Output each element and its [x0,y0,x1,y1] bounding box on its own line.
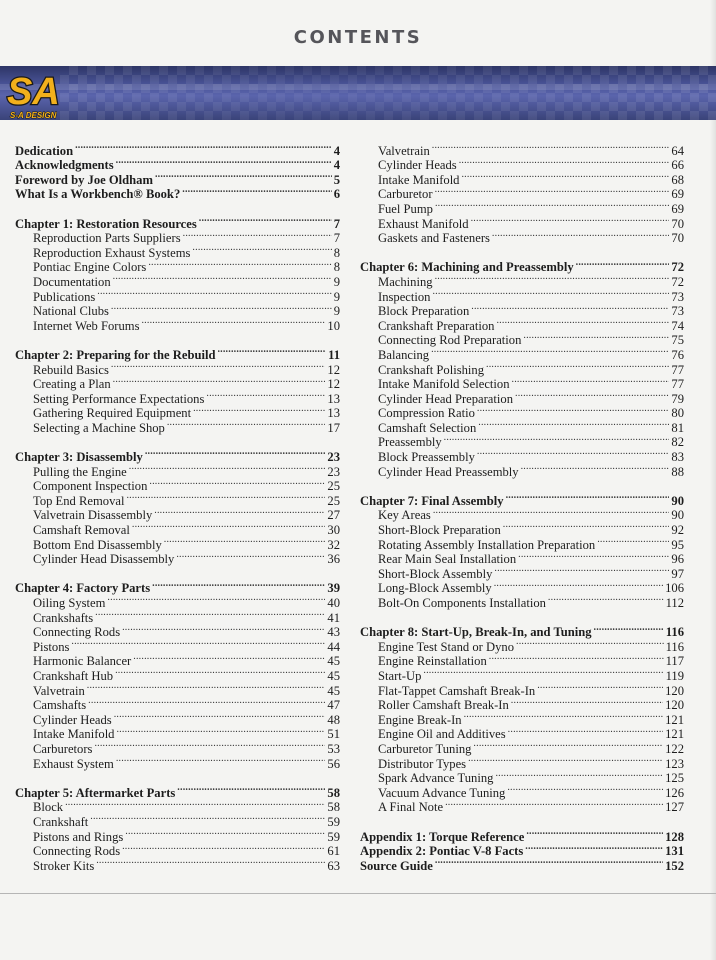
toc-entry-title: Top End Removal [33,493,125,508]
toc-page-number: 45 [327,683,340,698]
dot-leader [95,607,325,622]
checkered-flag-pattern [60,66,716,120]
toc-entry-title: Appendix 1: Torque Reference [360,829,525,844]
dot-leader [435,271,670,286]
dot-leader [492,228,669,243]
dot-leader [96,855,325,870]
toc-page-number: 8 [333,260,340,275]
toc-page-number: 128 [665,829,684,844]
toc-page-number: 12 [327,377,340,392]
dot-leader [206,388,325,403]
toc-entry-title: Valvetrain Disassembly [33,508,153,523]
toc-page-number: 12 [327,362,340,377]
toc-page-number: 82 [671,435,684,450]
dot-leader [461,169,669,184]
toc-entry-title: Carburetors [33,741,93,756]
dot-leader [152,578,325,593]
toc-page-number: 72 [671,274,684,289]
toc-entry-title: Carburetor Tuning [378,741,472,756]
toc-entry-title: Long-Block Assembly [378,581,492,596]
toc-entry-title: Crankshaft Hub [33,668,114,683]
toc-entry-title: What Is a Workbench® Book? [15,187,181,202]
toc-page-number: 40 [327,596,340,610]
toc-page-number: 116 [665,625,684,640]
dot-leader [111,301,332,316]
dot-leader [494,563,669,578]
toc-entry-title: Oiling System [33,596,106,610]
header-banner [0,66,716,120]
dot-leader [132,519,326,534]
toc-page-number: 7 [333,231,340,246]
toc-page-number: 125 [665,771,684,786]
toc-entry-title: Chapter 1: Restoration Resources [15,216,197,231]
dot-leader [526,826,663,841]
toc-entry-title: Cylinder Head Preassembly [378,464,519,479]
toc-page-number: 121 [665,727,684,742]
toc-entry-title: Preassembly [378,435,442,450]
toc-page-number: 88 [671,464,684,479]
toc-entry-title: Intake Manifold [33,727,115,742]
toc-page-number: 83 [671,450,684,465]
toc-page-number: 5 [333,172,340,187]
toc-entry-title: Rotating Assembly Installation Preparation [378,537,596,552]
toc-entry-title: Engine Test Stand or Dyno [378,639,515,654]
dot-leader [97,286,331,301]
toc-entry-title: Selecting a Machine Shop [33,420,165,435]
dot-leader [521,461,670,476]
toc-page-number: 77 [671,377,684,392]
toc-entry-title: Internet Web Forums [33,318,140,333]
toc-entry-title: Creating a Plan [33,377,111,392]
toc-page-number: 90 [671,508,684,523]
toc-page-number: 70 [671,231,684,246]
dot-leader [477,446,670,461]
toc-entry-title: Roller Camshaft Break-In [378,698,509,713]
toc-entry-title: Distributor Types [378,756,467,771]
toc-entry-title: Rebuild Basics [33,362,109,377]
toc-entry-title: Cylinder Head Preparation [378,391,513,406]
toc-entry-title: Harmonic Balancer [33,654,132,669]
toc-page-number: 58 [327,785,340,800]
toc-page-number: 73 [671,289,684,304]
dot-leader [114,709,326,724]
toc-entry-title: Source Guide [360,858,433,873]
toc-page-number: 13 [327,406,340,421]
logo-subtitle: S-A DESIGN [10,111,57,120]
toc-entry-title: Gathering Required Equipment [33,406,192,421]
toc-page-number: 80 [671,406,684,421]
toc-entry-title: Chapter 3: Disassembly [15,450,143,465]
dot-leader [478,417,669,432]
dot-leader [154,505,325,520]
dot-leader [515,388,669,403]
toc-entry-title: Connecting Rods [33,844,121,859]
toc-entry-title: Crankshafts [33,610,94,625]
toc-page-number: 70 [671,216,684,231]
dot-leader [435,184,670,199]
page-edge-shadow [710,0,716,960]
toc-heading-entry [360,490,684,508]
dot-leader [199,213,332,228]
dot-leader [111,359,325,374]
dot-leader [113,374,326,389]
toc-entry-title: Vacuum Advance Tuning [378,785,506,800]
toc-page-number: 97 [671,566,684,581]
dot-leader [496,315,669,330]
toc-entry-title: Chapter 2: Preparing for the Rebuild [15,347,216,362]
toc-entry-title: Setting Performance Expectations [33,391,205,406]
toc-page-number: 25 [327,479,340,494]
dot-leader [122,622,325,637]
toc-page-number: 120 [665,698,684,713]
toc-entry-title: Chapter 7: Final Assembly [360,493,504,508]
dot-leader [516,636,664,651]
toc-heading-entry [15,140,340,158]
toc-entry-title: Machining [378,274,433,289]
dot-leader [71,636,325,651]
toc-page-number: 120 [665,683,684,698]
dot-leader [167,417,326,432]
dot-leader [90,811,325,826]
dot-leader [477,403,670,418]
toc-entry-title: Crankshaft [33,814,89,829]
dot-leader [494,578,663,593]
toc-entry-title: Fuel Pump [378,201,433,216]
bottom-divider [0,893,716,894]
dot-leader [495,768,663,783]
toc-page-number: 39 [327,581,340,596]
dot-leader [464,709,664,724]
toc-page-number: 131 [665,844,684,859]
toc-page-number: 112 [665,596,684,610]
toc-entry-title: Rear Main Seal Installation [378,552,517,567]
toc-entry-title: Start-Up [378,668,422,683]
toc-page-number: 92 [671,523,684,538]
dot-leader [192,242,331,257]
toc-page-number: 10 [327,318,340,333]
toc-page-number: 77 [671,362,684,377]
toc-entry-title: Pulling the Engine [33,464,127,479]
dot-leader [145,446,326,461]
toc-entry-title: Engine Oil and Additives [378,727,506,742]
toc-page-number: 126 [665,785,684,800]
toc-page-number: 122 [665,741,684,756]
sa-design-logo [4,66,74,126]
toc-page-number: 75 [671,333,684,348]
dot-leader [508,724,663,739]
dot-leader [164,534,326,549]
dot-leader [597,534,669,549]
toc-entry-title: Bottom End Disassembly [33,537,162,552]
toc-heading-entry [15,213,340,231]
toc-subentry [15,811,340,829]
dot-leader [435,855,663,870]
toc-entry-title: A Final Note [378,800,444,815]
toc-page-number: 117 [665,654,684,669]
toc-page-number: 76 [671,347,684,362]
toc-page-number: 9 [333,289,340,304]
toc-entry-title: Acknowledgments [15,158,114,173]
toc-entry-title: Chapter 4: Factory Parts [15,581,151,596]
toc-page-number: 27 [327,508,340,523]
toc-entry-title: Crankshaft Polishing [378,362,484,377]
toc-entry-title: Exhaust System [33,756,114,771]
dot-leader [507,782,663,797]
toc-page-number: 121 [665,712,684,727]
toc-entry-title: Short-Block Assembly [378,566,493,581]
toc-entry-title: Connecting Rod Preparation [378,333,522,348]
toc-heading-entry [15,344,340,362]
toc-page-number: 6 [333,187,340,202]
toc-heading-entry [360,826,684,844]
toc-entry-title: Reproduction Parts Suppliers [33,231,181,246]
toc-page-number: 4 [333,143,340,158]
toc-entry-title: Balancing [378,347,430,362]
toc-page-number: 43 [327,625,340,640]
toc-column-right [360,140,684,873]
toc-heading-entry [15,446,340,465]
dot-leader [486,359,669,374]
toc-page-number: 119 [665,668,684,683]
toc-page-number: 127 [665,800,684,815]
toc-page-number: 90 [671,493,684,508]
sa-logo-icon [4,66,74,126]
toc-entry-title: Engine Reinstallation [378,654,487,669]
dot-leader [473,738,663,753]
dot-leader [423,665,663,680]
toc-heading-entry [15,578,340,596]
toc-page-number: 61 [327,844,340,859]
banner-highlight [0,84,716,90]
dot-leader [503,519,670,534]
toc-page-number: 59 [327,829,340,844]
dot-leader [512,374,670,389]
dot-leader [129,461,326,476]
toc-page-number: 58 [327,800,340,815]
dot-leader [435,198,669,213]
toc-page-number: 41 [327,610,340,625]
dot-leader [594,622,664,637]
dot-leader [444,432,670,447]
toc-page-number: 9 [333,304,340,319]
toc-entry-title: Block Preassembly [378,450,475,465]
toc-page-number: 36 [327,552,340,567]
dot-leader [149,476,325,491]
toc-entry-title: Engine Break-In [378,712,462,727]
dot-leader [87,680,326,695]
toc-entry-title: Reproduction Exhaust Systems [33,245,191,260]
toc-entry-title: Documentation [33,274,111,289]
toc-page-number: 13 [327,391,340,406]
toc-page-number: 44 [327,639,340,654]
dot-leader [489,651,664,666]
dot-leader [125,826,325,841]
toc-page-number: 53 [327,741,340,756]
page-title: CONTENTS [293,27,423,48]
dot-leader [523,330,669,345]
toc-page-number: 45 [327,654,340,669]
toc-column-left [15,140,340,873]
toc-entry-title: Pistons and Rings [33,829,124,844]
dot-leader [115,665,325,680]
dot-leader [182,184,331,199]
dot-leader [155,169,332,184]
dot-leader [116,724,325,739]
dot-leader [113,271,332,286]
toc-entry-title: Exhaust Manifold [378,216,469,231]
toc-page-number: 72 [671,260,684,275]
toc-page-number: 73 [671,304,684,319]
dot-leader [107,592,325,607]
dot-leader [471,301,669,316]
toc-page-number: 9 [333,274,340,289]
dot-leader [511,695,663,710]
toc-entry-title: Camshafts [33,698,87,713]
toc-entry-title: Chapter 6: Machining and Preassembly [360,260,574,275]
toc-page-number: 64 [671,143,684,158]
toc-entry-title: Key Areas [378,508,431,523]
dot-leader [433,505,670,520]
toc-page-number: 123 [665,756,684,771]
toc-page-number: 8 [333,245,340,260]
toc-page-number: 106 [665,581,684,596]
dot-leader [537,680,663,695]
dot-leader [431,344,669,359]
toc-entry-title: Bolt-On Components Installation [378,596,546,610]
toc-page-number: 63 [327,858,340,873]
toc-entry-title: Camshaft Removal [33,523,130,538]
toc-entry-title: Intake Manifold Selection [378,377,510,392]
toc-entry-title: Publications [33,289,96,304]
toc-page-number: 23 [327,464,340,479]
dot-leader [126,490,325,505]
toc-entry-title: Carburetor [378,187,433,202]
toc-entry-title: Intake Manifold [378,172,460,187]
dot-leader [116,155,332,170]
dot-leader [518,549,669,564]
dot-leader [193,403,325,418]
toc-page-number: 51 [327,727,340,742]
toc-entry-title: Block [33,800,64,815]
dot-leader [122,841,325,856]
toc-entry-title: Cylinder Heads [33,712,112,727]
toc-entry-title: Flat-Tappet Camshaft Break-In [378,683,536,698]
toc-page-number: 69 [671,201,684,216]
toc-subentry [360,140,684,158]
dot-leader [576,257,670,272]
toc-page-number: 30 [327,523,340,538]
toc-entry-title: Pontiac Engine Colors [33,260,147,275]
toc-page-number: 32 [327,537,340,552]
toc-page-number: 68 [671,172,684,187]
toc-page-number: 4 [333,158,340,173]
toc-entry-title: Cylinder Heads [378,158,457,173]
toc-entry-title: Camshaft Selection [378,420,477,435]
toc-page-number: 66 [671,158,684,173]
toc-page-number: 116 [665,639,684,654]
dot-leader [432,140,670,155]
dot-leader [133,651,325,666]
toc-entry-title: Valvetrain [378,143,430,158]
toc-entry-title: Component Inspection [33,479,148,494]
toc-page-number: 45 [327,668,340,683]
toc-page-number: 17 [327,420,340,435]
dot-leader [177,782,325,797]
toc-entry-title: Chapter 5: Aftermarket Parts [15,785,176,800]
toc-entry-title: Connecting Rods [33,625,121,640]
dot-leader [459,155,670,170]
toc-page-number: 25 [327,493,340,508]
dot-leader [65,797,325,812]
dot-leader [468,753,663,768]
toc-page-number: 74 [671,318,684,333]
dot-leader [471,213,670,228]
toc-page-number: 48 [327,712,340,727]
dot-leader [217,344,326,359]
dot-leader [75,140,332,155]
dot-leader [183,228,332,243]
dot-leader [432,286,669,301]
dot-leader [176,549,325,564]
toc-entry-title: Dedication [15,143,74,158]
toc-entry-title: Chapter 8: Start-Up, Break-In, and Tuning [360,625,592,640]
toc-page-number: 79 [671,391,684,406]
toc-heading-entry [360,622,684,640]
dot-leader [525,841,663,856]
toc-entry-title: Spark Advance Tuning [378,771,494,786]
toc-page-number: 56 [327,756,340,771]
dot-leader [506,490,670,505]
dot-leader [88,695,325,710]
toc-entry-title: National Clubs [33,304,109,319]
toc-page-number: 23 [327,450,340,465]
toc-page-number: 95 [671,537,684,552]
toc-heading-entry [15,782,340,800]
toc-page-number: 47 [327,698,340,713]
toc-entry-title: Gaskets and Fasteners [378,231,490,246]
toc-heading-entry [360,257,684,275]
toc-page-number: 81 [671,420,684,435]
logo-mark: SA [7,71,60,113]
toc-entry-title: Short-Block Preparation [378,523,501,538]
toc-entry-title: Pistons [33,639,70,654]
dot-leader [141,315,325,330]
toc-entry-title: Appendix 2: Pontiac V-8 Facts [360,844,524,859]
toc-page-number: 59 [327,814,340,829]
toc-entry-title: Compression Ratio [378,406,475,421]
toc-entry-title: Stroker Kits [33,858,95,873]
toc-page-number: 7 [333,216,340,231]
toc-page-number: 11 [328,347,340,362]
toc-entry-title: Block Preparation [378,304,470,319]
toc-page-number: 96 [671,552,684,567]
toc-entry-title: Inspection [378,289,431,304]
dot-leader [548,592,664,607]
dot-leader [148,257,331,272]
dot-leader [445,797,663,812]
toc-entry-title: Cylinder Head Disassembly [33,552,175,567]
toc-entry-title: Valvetrain [33,683,85,698]
toc-entry-title: Crankshaft Preparation [378,318,495,333]
dot-leader [94,738,325,753]
toc-entry-title: Foreword by Joe Oldham [15,172,153,187]
toc-page-number: 152 [665,858,684,873]
toc-page-number: 69 [671,187,684,202]
dot-leader [116,753,326,768]
